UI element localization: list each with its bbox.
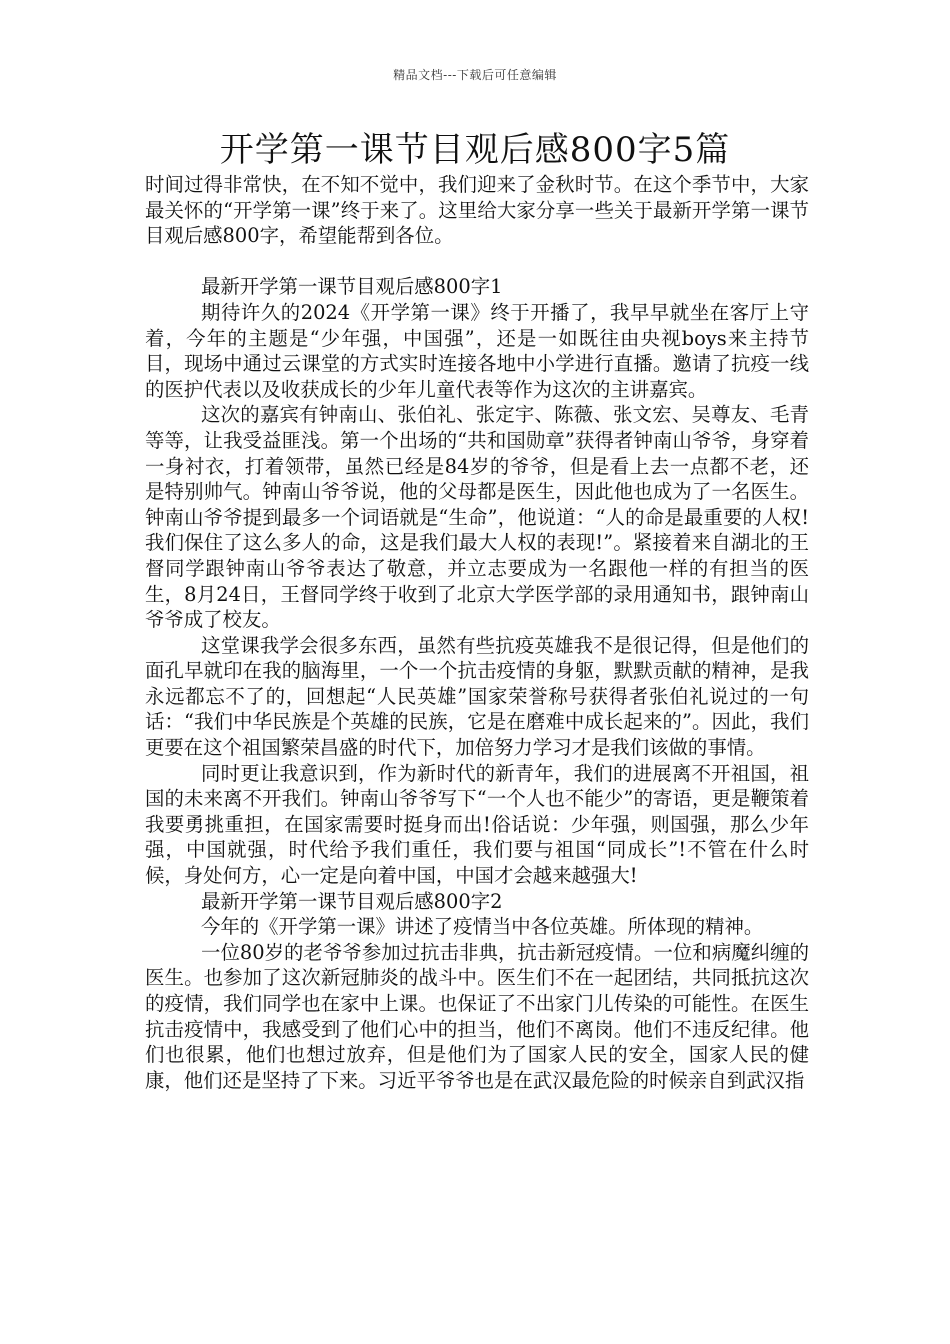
intro-paragraph: 时间过得非常快，在不知不觉中，我们迎来了金秋时节。在这个季节中，大家最关怀的“开学第一课”终于来了。这里给大家分享一些关于最新开学第一课节目观后感800字，希望能帮到各位。 — [145, 173, 809, 248]
body-paragraph: 这次的嘉宾有钟南山、张伯礼、张定宇、陈薇、张文宏、吴尊友、毛青等等，让我受益匪浅。第一个出场的“共和国勋章”获得者钟南山爷爷，身穿着一身衬衣，打着领带，虽然已经是84岁的爷爷，但是看上去一点都不老，还是特别帅气。钟南山爷爷说，他的父母都是医生，因此他也成为了一名医生。钟南山爷爷提到最多一个词语就是“生命”，他说道：“人的命是最重要的人权!我们保住了这么多人的命，这是我们最大人权的表现!”。紧接着来自湖北的王督同学跟钟南山爷爷表达了敬意，并立志要成为一名跟他一样的有担当的医生，8月24日，王督同学终于收到了北京大学医学部的录用通知书，跟钟南山爷爷成了校友。 — [145, 403, 809, 632]
body-paragraph: 一位80岁的老爷爷参加过抗击非典，抗击新冠疫情。一位和病魔纠缠的医生。也参加了这次新冠肺炎的战斗中。医生们不在一起团结，共同抵抗这次的疫情，我们同学也在家中上课。也保证了不出家门儿传染的可能性。在医生抗击疫情中，我感受到了他们心中的担当，他们不离岗。他们不违反纪律。他们也很累，他们也想过放弃，但是他们为了国家人民的安全，国家人民的健康，他们还是坚持了下来。习近平爷爷也是在武汉最危险的时候亲自到武汉指 — [145, 940, 809, 1092]
section-heading: 最新开学第一课节目观后感800字2 — [201, 889, 503, 913]
body-paragraph: 期待许久的2024《开学第一课》终于开播了，我早早就坐在客厅上守着，今年的主题是“少年强，中国强”，还是一如既往由央视boys来主持节目，现场中通过云课堂的方式实时连接各地中小学进行直播。邀请了抗疫一线的医护代表以及收获成长的少年儿童代表等作为这次的主讲嘉宾。 — [145, 300, 809, 401]
header-note: 精品文档---下载后可任意编辑 — [393, 68, 557, 82]
body-paragraph: 这堂课我学会很多东西，虽然有些抗疫英雄我不是很记得，但是他们的面孔早就印在我的脑海里，一个一个抗击疫情的身躯，默默贡献的精神，是我永远都忘不了的，回想起“人民英雄”国家荣誉称号获得者张伯礼说过的一句话：“我们中华民族是个英雄的民族，它是在磨难中成长起来的”。因此，我们更要在这个祖国繁荣昌盛的时代下，加倍努力学习才是我们该做的事情。 — [145, 633, 809, 760]
body-paragraph: 今年的《开学第一课》讲述了疫情当中各位英雄。所体现的精神。 — [201, 915, 764, 939]
document-body — [145, 172, 809, 1093]
section-heading: 最新开学第一课节目观后感800字1 — [201, 275, 503, 299]
body-paragraph: 同时更让我意识到，作为新时代的新青年，我们的进展离不开祖国，祖国的未来离不开我们。钟南山爷爷写下“一个人也不能少”的寄语，更是鞭策着我要勇挑重担，在国家需要时挺身而出!俗话说：少年强，则国强，那么少年强，中国就强，时代给予我们重任，我们要与祖国“同成长”!不管在什么时候，身处何方，心一定是向着中国，中国才会越来越强大! — [145, 761, 809, 888]
page-title: 开学第一课节目观后感800字5篇 — [219, 130, 731, 170]
